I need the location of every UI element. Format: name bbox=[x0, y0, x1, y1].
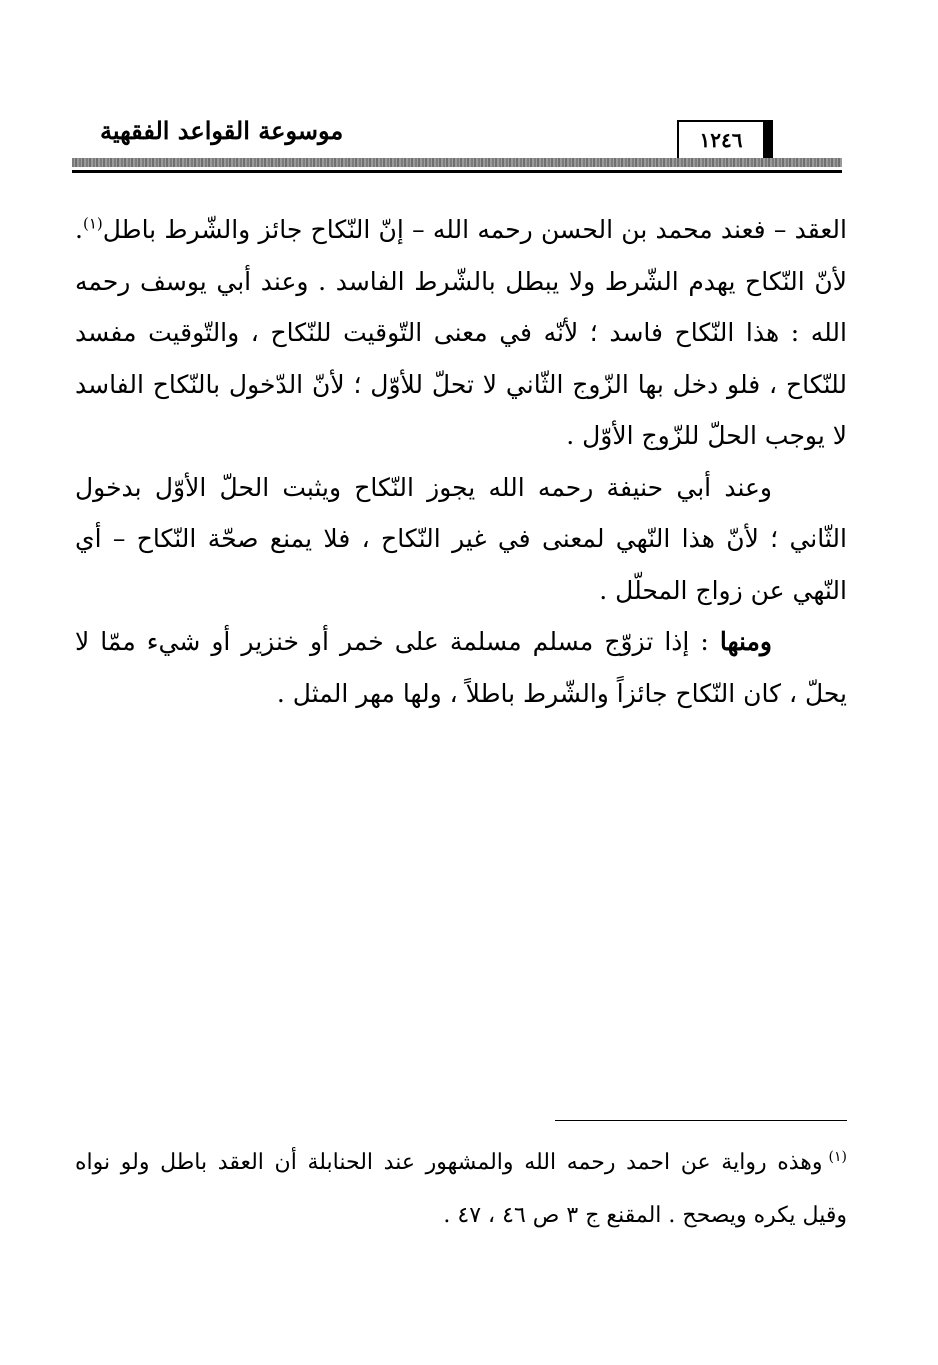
footnote-separator bbox=[555, 1120, 847, 1121]
page-number-box bbox=[677, 120, 773, 160]
footnote-reference: (١) bbox=[82, 214, 103, 233]
footnote bbox=[75, 1136, 847, 1242]
page-number: ١٢٤٦ bbox=[699, 128, 743, 152]
paragraph-1-part-a: العقد – فعند محمد بن الحسن رحمه الله – إنّ النّكاح جائز والشّرط باطل bbox=[102, 215, 847, 244]
paragraph-3-lead: ومنها bbox=[719, 627, 772, 656]
paragraph-1-part-b: . لأنّ النّكاح يهدم الشّرط ولا يبطل بالشّرط الفاسد . وعند أبي يوسف رحمه الله : هذا النّكاح فاسد ؛ لأنّه في معنى التّوقيت للنّكاح ، والتّوقيت مفسد للنّكاح ، فلو دخل بها الزّوج الثّاني لا تحلّ للأوّل ؛ لأنّ الدّخول بالنّكاح الفاسد لا يوجب الحلّ للزّوج الأوّل . bbox=[75, 215, 847, 450]
body-text bbox=[75, 204, 847, 719]
footnote-marker: (١) bbox=[828, 1148, 847, 1165]
paragraph-3-text: : إذا تزوّج مسلم مسلمة على خمر أو خنزير أو شيء ممّا لا يحلّ ، كان النّكاح جائزاً والشّرط باطلاً ، ولها مهر المثل . bbox=[75, 627, 847, 708]
book-title: موسوعة القواعد الفقهية bbox=[100, 116, 344, 145]
header-rule-gray bbox=[72, 158, 842, 167]
paragraph-2 bbox=[75, 462, 847, 617]
footnote-text: وهذه رواية عن احمد رحمه الله والمشهور عند الحنابلة أن العقد باطل ولو نواه وقيل يكره ويصحح . المقنع ج ٣ ص ٤٦ ، ٤٧ . bbox=[75, 1150, 847, 1228]
paragraph-2-text: وعند أبي حنيفة رحمه الله يجوز النّكاح ويثبت الحلّ الأوّل بدخول الثّاني ؛ لأنّ هذا النّهي لمعنى في غير النّكاح ، فلا يمنع صحّة النّكاح – أي النّهي عن زواج المحلّل . bbox=[75, 472, 847, 605]
paragraph-1 bbox=[75, 204, 847, 462]
header-rule-black bbox=[72, 170, 842, 173]
paragraph-3 bbox=[75, 616, 847, 719]
running-header bbox=[72, 106, 842, 181]
